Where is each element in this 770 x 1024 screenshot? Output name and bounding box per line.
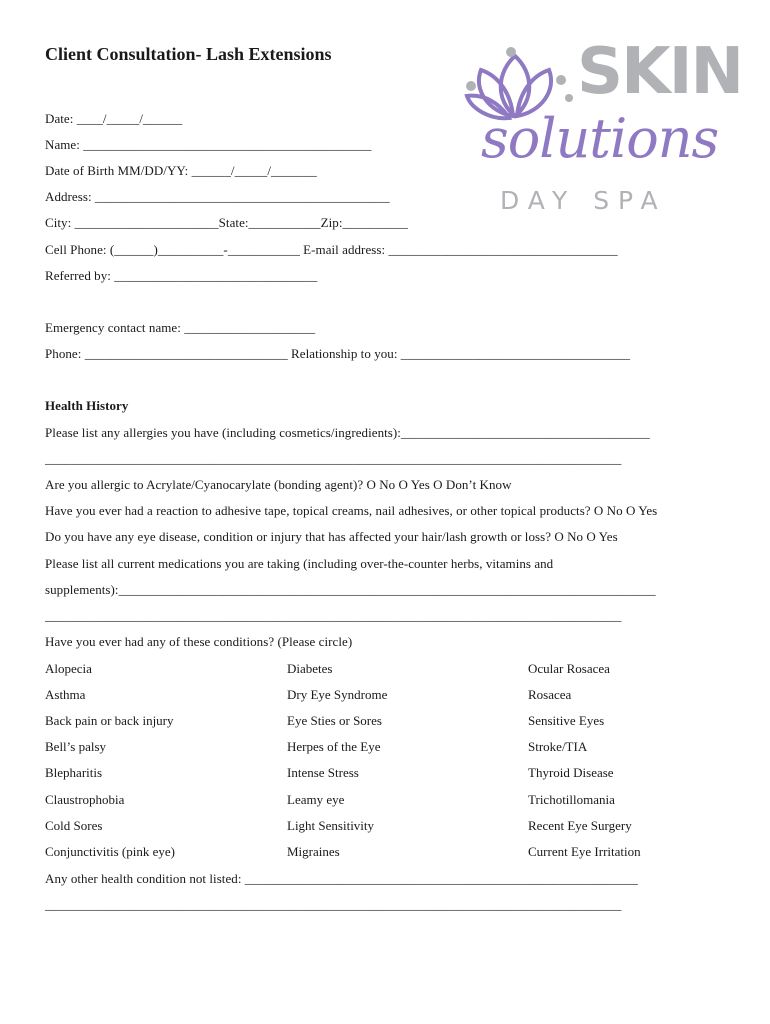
health-history-heading: Health History <box>45 398 129 413</box>
condition-item[interactable]: Cold Sores <box>45 818 103 833</box>
condition-item[interactable]: Asthma <box>45 687 86 702</box>
condition-item[interactable]: Sensitive Eyes <box>528 713 605 728</box>
other-condition-blank-line[interactable]: ________________________________________________________________________________________ <box>45 897 622 912</box>
condition-item[interactable]: Conjunctivitis (pink eye) <box>45 844 175 859</box>
conditions-prompt: Have you ever had any of these conditions? (Please circle) <box>45 634 353 649</box>
eye-disease-question[interactable]: Do you have any eye disease, condition or injury that has affected your hair/lash growth or loss? O No O Yes <box>45 529 618 544</box>
medications-prompt: Please list all current medications you are taking (including over-the-counter herbs, vitamins and <box>45 556 554 571</box>
name-field[interactable]: Name: ____________________________________________ <box>45 137 372 152</box>
condition-item[interactable]: Eye Sties or Sores <box>287 713 382 728</box>
condition-item[interactable]: Herpes of the Eye <box>287 739 381 754</box>
city-state-zip-field[interactable]: City: ______________________State:___________Zip:__________ <box>45 215 408 230</box>
condition-item[interactable]: Intense Stress <box>287 765 359 780</box>
condition-item[interactable]: Light Sensitivity <box>287 818 375 833</box>
condition-item[interactable]: Ocular Rosacea <box>528 661 610 676</box>
condition-item[interactable]: Bell’s palsy <box>45 739 107 754</box>
condition-item[interactable]: Thyroid Disease <box>528 765 614 780</box>
supplements-blank-line[interactable]: ________________________________________________________________________________________ <box>45 608 622 623</box>
condition-item[interactable]: Current Eye Irritation <box>528 844 641 859</box>
emergency-contact-field[interactable]: Emergency contact name: ____________________ <box>45 320 316 335</box>
other-condition-field[interactable]: Any other health condition not listed: ____________________________________________________________ <box>45 871 638 886</box>
referred-by-field[interactable]: Referred by: _______________________________ <box>45 268 318 283</box>
supplements-field[interactable]: supplements):__________________________________________________________________________________ <box>45 582 656 597</box>
allergies-field[interactable]: Please list any allergies you have (including cosmetics/ingredients):______________________________________ <box>45 425 650 440</box>
address-field[interactable]: Address: _____________________________________________ <box>45 189 390 204</box>
dob-field[interactable]: Date of Birth MM/DD/YY: ______/_____/_______ <box>45 163 317 178</box>
condition-item[interactable]: Claustrophobia <box>45 792 125 807</box>
condition-item[interactable]: Leamy eye <box>287 792 345 807</box>
condition-item[interactable]: Recent Eye Surgery <box>528 818 632 833</box>
adhesive-reaction-question[interactable]: Have you ever had a reaction to adhesive tape, topical creams, nail adhesives, or other topical products? O No O Yes <box>45 503 658 518</box>
phone-email-field[interactable]: Cell Phone: (______)__________-___________ E-mail address: ___________________________________ <box>45 242 618 257</box>
allergies-blank-line[interactable]: ________________________________________________________________________________________ <box>45 451 622 466</box>
phone-relationship-field[interactable]: Phone: _______________________________ Relationship to you: ___________________________________ <box>45 346 631 361</box>
skin-solutions-logo <box>455 35 745 220</box>
condition-item[interactable]: Dry Eye Syndrome <box>287 687 388 702</box>
condition-item[interactable]: Blepharitis <box>45 765 103 780</box>
condition-item[interactable]: Trichotillomania <box>528 792 615 807</box>
form-title: Client Consultation- Lash Extensions <box>45 44 332 64</box>
condition-item[interactable]: Rosacea <box>528 687 572 702</box>
logo-solutions-text: solutions <box>481 107 719 170</box>
condition-item[interactable]: Back pain or back injury <box>45 713 174 728</box>
condition-item[interactable]: Diabetes <box>287 661 333 676</box>
condition-item[interactable]: Stroke/TIA <box>528 739 588 754</box>
date-field[interactable]: Date: ____/_____/______ <box>45 111 183 126</box>
logo-dayspa-text: DAY SPA <box>500 186 667 215</box>
acrylate-allergy-question[interactable]: Are you allergic to Acrylate/Cyanocarylate (bonding agent)? O No O Yes O Don’t Know <box>45 477 512 492</box>
logo-skin-text: SKIN <box>577 35 743 109</box>
condition-item[interactable]: Alopecia <box>45 661 92 676</box>
condition-item[interactable]: Migraines <box>287 844 340 859</box>
